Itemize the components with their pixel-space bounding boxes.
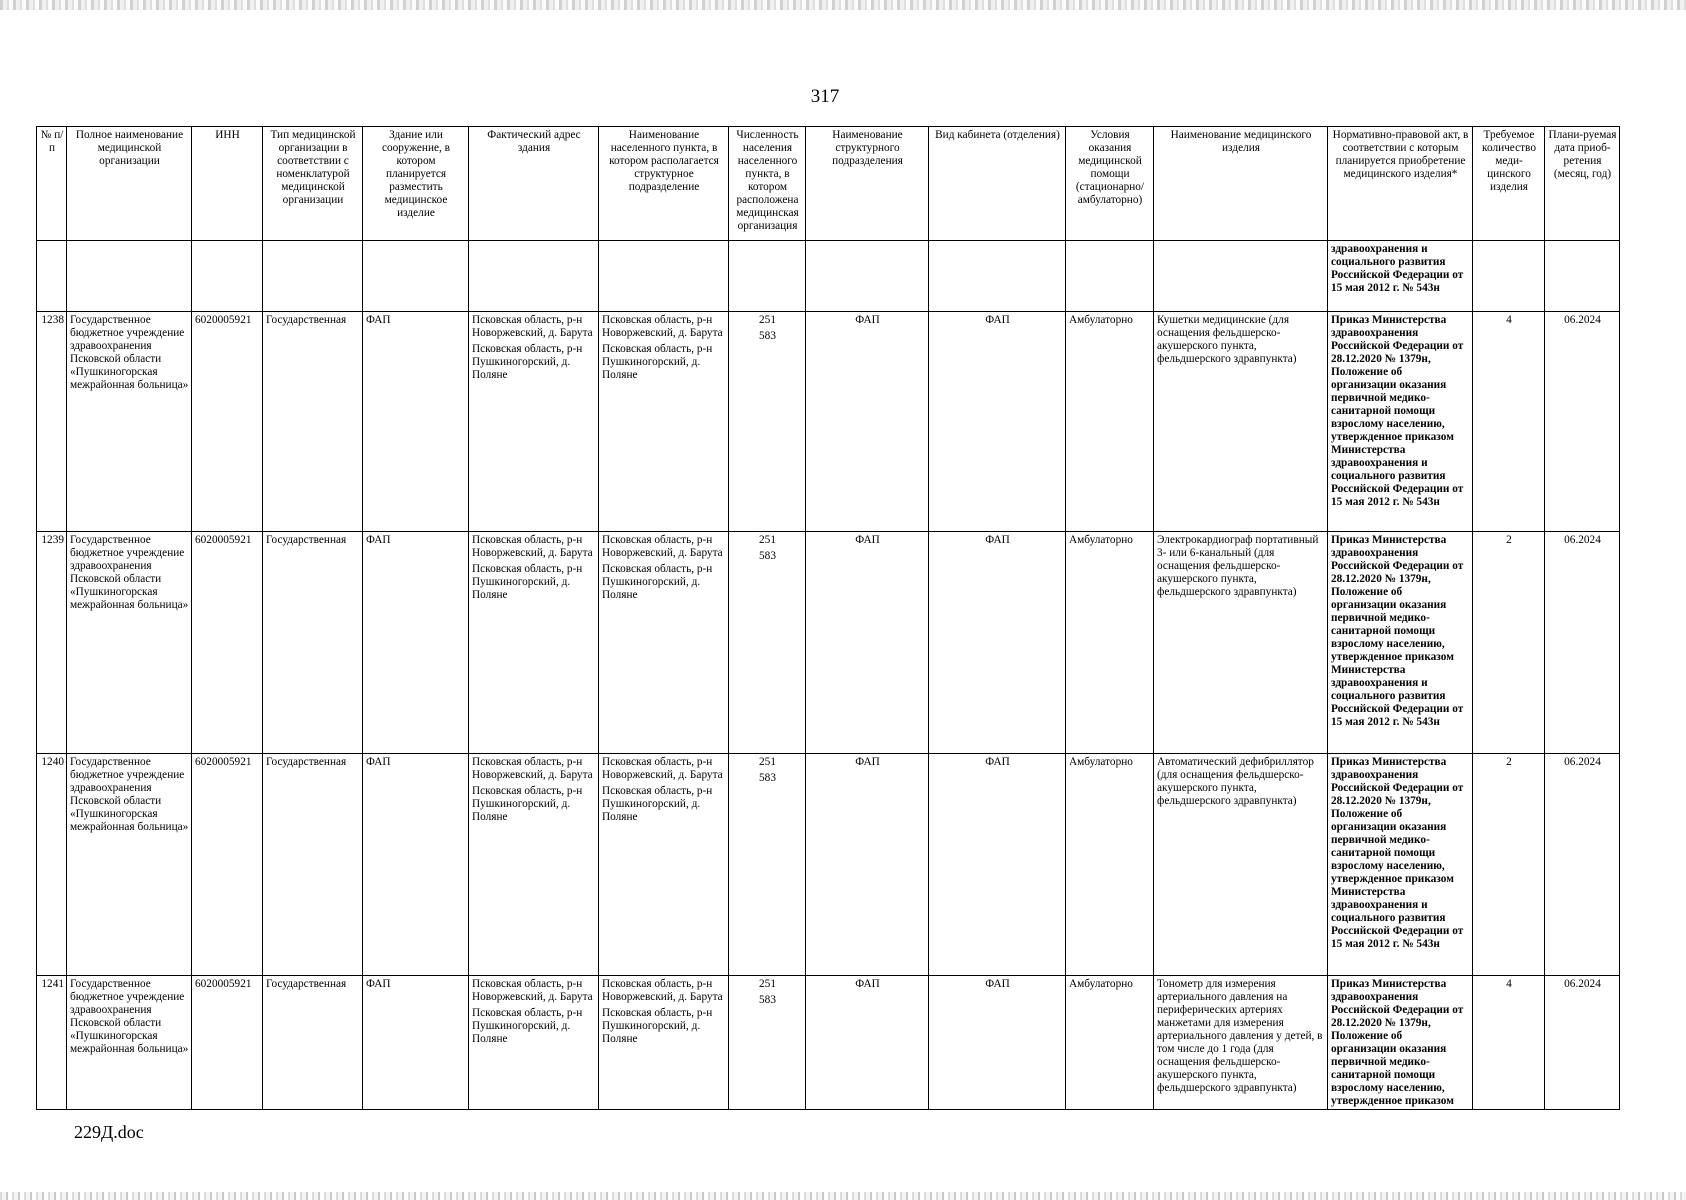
row-org: Государственное бюджетное учреждение здравоохранения Псковской области «Пушкиногорская межрайонная больница» [67,754,192,976]
settlement-line: Псковская область, р-н Новоржевский, д. Барута [602,534,723,559]
row-settlement [599,754,729,976]
row-device: Электрокардиограф портативный 3- или 6-канальный (для оснащения фельдшерско-акушерского пункта, фельдшерского здравпункта) [1154,532,1328,754]
table-row-continuation [37,241,1620,312]
address-line: Псковская область, р-н Пушкиногорский, д. Поляне [472,1007,583,1045]
row-address [469,312,599,532]
row-building: ФАП [363,532,469,754]
address-line: Псковская область, р-н Пушкиногорский, д. Поляне [472,343,583,381]
row-org: Государственное бюджетное учреждение здравоохранения Псковской области «Пушкиногорская межрайонная больница» [67,976,192,1110]
row-no: 1239 [37,532,67,754]
row-inn: 6020005921 [192,976,263,1110]
header-settlement: Наименование населенного пункта, в котором располагается структурное подразделение [599,127,729,241]
row-no: 1241 [37,976,67,1110]
row-device: Кушетки медицинские (для оснащения фельдшерско-акушерского пункта, фельдшерского здравпункта) [1154,312,1328,532]
row-qty: 2 [1473,532,1545,754]
population-value: 583 [759,772,776,784]
row-inn: 6020005921 [192,754,263,976]
settlement-line: Псковская область, р-н Пушкиногорский, д. Поляне [602,785,713,823]
row-unit: ФАП [806,754,929,976]
address-line: Псковская область, р-н Новоржевский, д. Барута [472,978,593,1003]
row-qty: 4 [1473,312,1545,532]
header-date: Плани-руемая дата приоб-ретения (месяц, год) [1545,127,1620,241]
row-building: ФАП [363,976,469,1110]
row-conditions: Амбулаторно [1066,312,1154,532]
row-no: 1240 [37,754,67,976]
address-line: Псковская область, р-н Пушкиногорский, д. Поляне [472,563,583,601]
header-qty: Требуемое количество меди-цинского изделия [1473,127,1545,241]
row-unit: ФАП [806,312,929,532]
row-address [469,754,599,976]
row-unit: ФАП [806,976,929,1110]
header-conditions: Условия оказания медицинской помощи (стационарно/ амбулаторно) [1066,127,1154,241]
row-room: ФАП [929,976,1066,1110]
row-device: Тонометр для измерения артериального давления на периферических артериях манжетами для измерения артериального давления у детей, в том числе до 1 года (для оснащения фельдшерско-акушерского пункта, фельдшерского здравпункта) [1154,976,1328,1110]
row-population [729,532,806,754]
row-settlement [599,976,729,1110]
row-conditions: Амбулаторно [1066,754,1154,976]
row-room: ФАП [929,532,1066,754]
row-settlement [599,312,729,532]
row-conditions: Амбулаторно [1066,976,1154,1110]
row-building: ФАП [363,754,469,976]
row-qty: 2 [1473,754,1545,976]
footer-filename: 229Д.doc [74,1122,144,1142]
row-no: 1238 [37,312,67,532]
address-line: Псковская область, р-н Новоржевский, д. Барута [472,314,593,339]
row-type: Государственная [263,976,363,1110]
row-date: 06.2024 [1545,976,1620,1110]
page-number: 317 [810,86,840,107]
header-org: Полное наименование медицинской организации [67,127,192,241]
population-value: 583 [759,330,776,342]
row-date: 06.2024 [1545,532,1620,754]
population-value: 251 [759,756,776,768]
row-act: Приказ Министерства здравоохранения Российской Федерации от 28.12.2020 № 1379н, Положение об организации оказания первичной медико-санитарной помощи взрослому населению, утвержденное приказом Министерства здравоохранения и социального развития Российской Федерации от 15 мая 2012 г. № 543н [1328,312,1473,532]
header-room: Вид кабинета (отделения) [929,127,1066,241]
header-no: № п/п [37,127,67,241]
row-room: ФАП [929,754,1066,976]
table-row [37,532,1620,754]
row-qty: 4 [1473,976,1545,1110]
address-line: Псковская область, р-н Пушкиногорский, д. Поляне [472,785,583,823]
row-inn: 6020005921 [192,312,263,532]
settlement-line: Псковская область, р-н Пушкиногорский, д. Поляне [602,563,713,601]
row-act: Приказ Министерства здравоохранения Российской Федерации от 28.12.2020 № 1379н, Положение об организации оказания первичной медико-санитарной помощи взрослому населению, утвержденное приказом [1328,976,1473,1110]
population-value: 251 [759,534,776,546]
row-type: Государственная [263,312,363,532]
table-row [37,976,1620,1110]
header-device: Наименование медицинского изделия [1154,127,1328,241]
row-inn: 6020005921 [192,532,263,754]
header-type: Тип медицинской организации в соответствии с номенклатурой медицинской организации [263,127,363,241]
header-inn: ИНН [192,127,263,241]
settlement-line: Псковская область, р-н Пушкиногорский, д. Поляне [602,1007,713,1045]
row-device: Автоматический дефибриллятор (для оснащения фельдшерско-акушерского пункта, фельдшерского здравпункта) [1154,754,1328,976]
row-org: Государственное бюджетное учреждение здравоохранения Псковской области «Пушкиногорская межрайонная больница» [67,532,192,754]
settlement-line: Псковская область, р-н Новоржевский, д. Барута [602,756,723,781]
row-type: Государственная [263,754,363,976]
row-act: Приказ Министерства здравоохранения Российской Федерации от 28.12.2020 № 1379н, Положение об организации оказания первичной медико-санитарной помощи взрослому населению, утвержденное приказом Министерства здравоохранения и социального развития Российской Федерации от 15 мая 2012 г. № 543н [1328,754,1473,976]
header-building: Здание или сооружение, в котором планируется разместить медицинское изделие [363,127,469,241]
row-address [469,976,599,1110]
row-date: 06.2024 [1545,754,1620,976]
equipment-table [36,126,1620,1110]
scan-edge-bottom [0,1192,1686,1200]
row-date: 06.2024 [1545,312,1620,532]
row-population [729,976,806,1110]
settlement-line: Псковская область, р-н Новоржевский, д. Барута [602,314,723,339]
population-value: 251 [759,314,776,326]
row-room: ФАП [929,312,1066,532]
population-value: 251 [759,978,776,990]
row-act: Приказ Министерства здравоохранения Российской Федерации от 28.12.2020 № 1379н, Положение об организации оказания первичной медико-санитарной помощи взрослому населению, утвержденное приказом Министерства здравоохранения и социального развития Российской Федерации от 15 мая 2012 г. № 543н [1328,532,1473,754]
act-continuation: здравоохранения и социального развития Российской Федерации от 15 мая 2012 г. № 543н [1328,241,1473,312]
row-population [729,754,806,976]
settlement-line: Псковская область, р-н Пушкиногорский, д. Поляне [602,343,713,381]
row-unit: ФАП [806,532,929,754]
row-type: Государственная [263,532,363,754]
address-line: Псковская область, р-н Новоржевский, д. Барута [472,534,593,559]
row-settlement [599,532,729,754]
row-address [469,532,599,754]
row-org: Государственное бюджетное учреждение здравоохранения Псковской области «Пушкиногорская межрайонная больница» [67,312,192,532]
table-row [37,312,1620,532]
settlement-line: Псковская область, р-н Новоржевский, д. Барута [602,978,723,1003]
scan-edge-top [0,0,1686,10]
row-population [729,312,806,532]
header-act: Нормативно-правовой акт, в соответствии с которым планируется приобретение медицинского изделия* [1328,127,1473,241]
table-row [37,754,1620,976]
population-value: 583 [759,550,776,562]
header-address: Фактический адрес здания [469,127,599,241]
row-conditions: Амбулаторно [1066,532,1154,754]
address-line: Псковская область, р-н Новоржевский, д. Барута [472,756,593,781]
header-population: Численность населения населенного пункта, в котором расположена медицинская организация [729,127,806,241]
header-unit: Наименование структурного подразделения [806,127,929,241]
row-building: ФАП [363,312,469,532]
table-header-row [37,127,1620,241]
population-value: 583 [759,994,776,1006]
